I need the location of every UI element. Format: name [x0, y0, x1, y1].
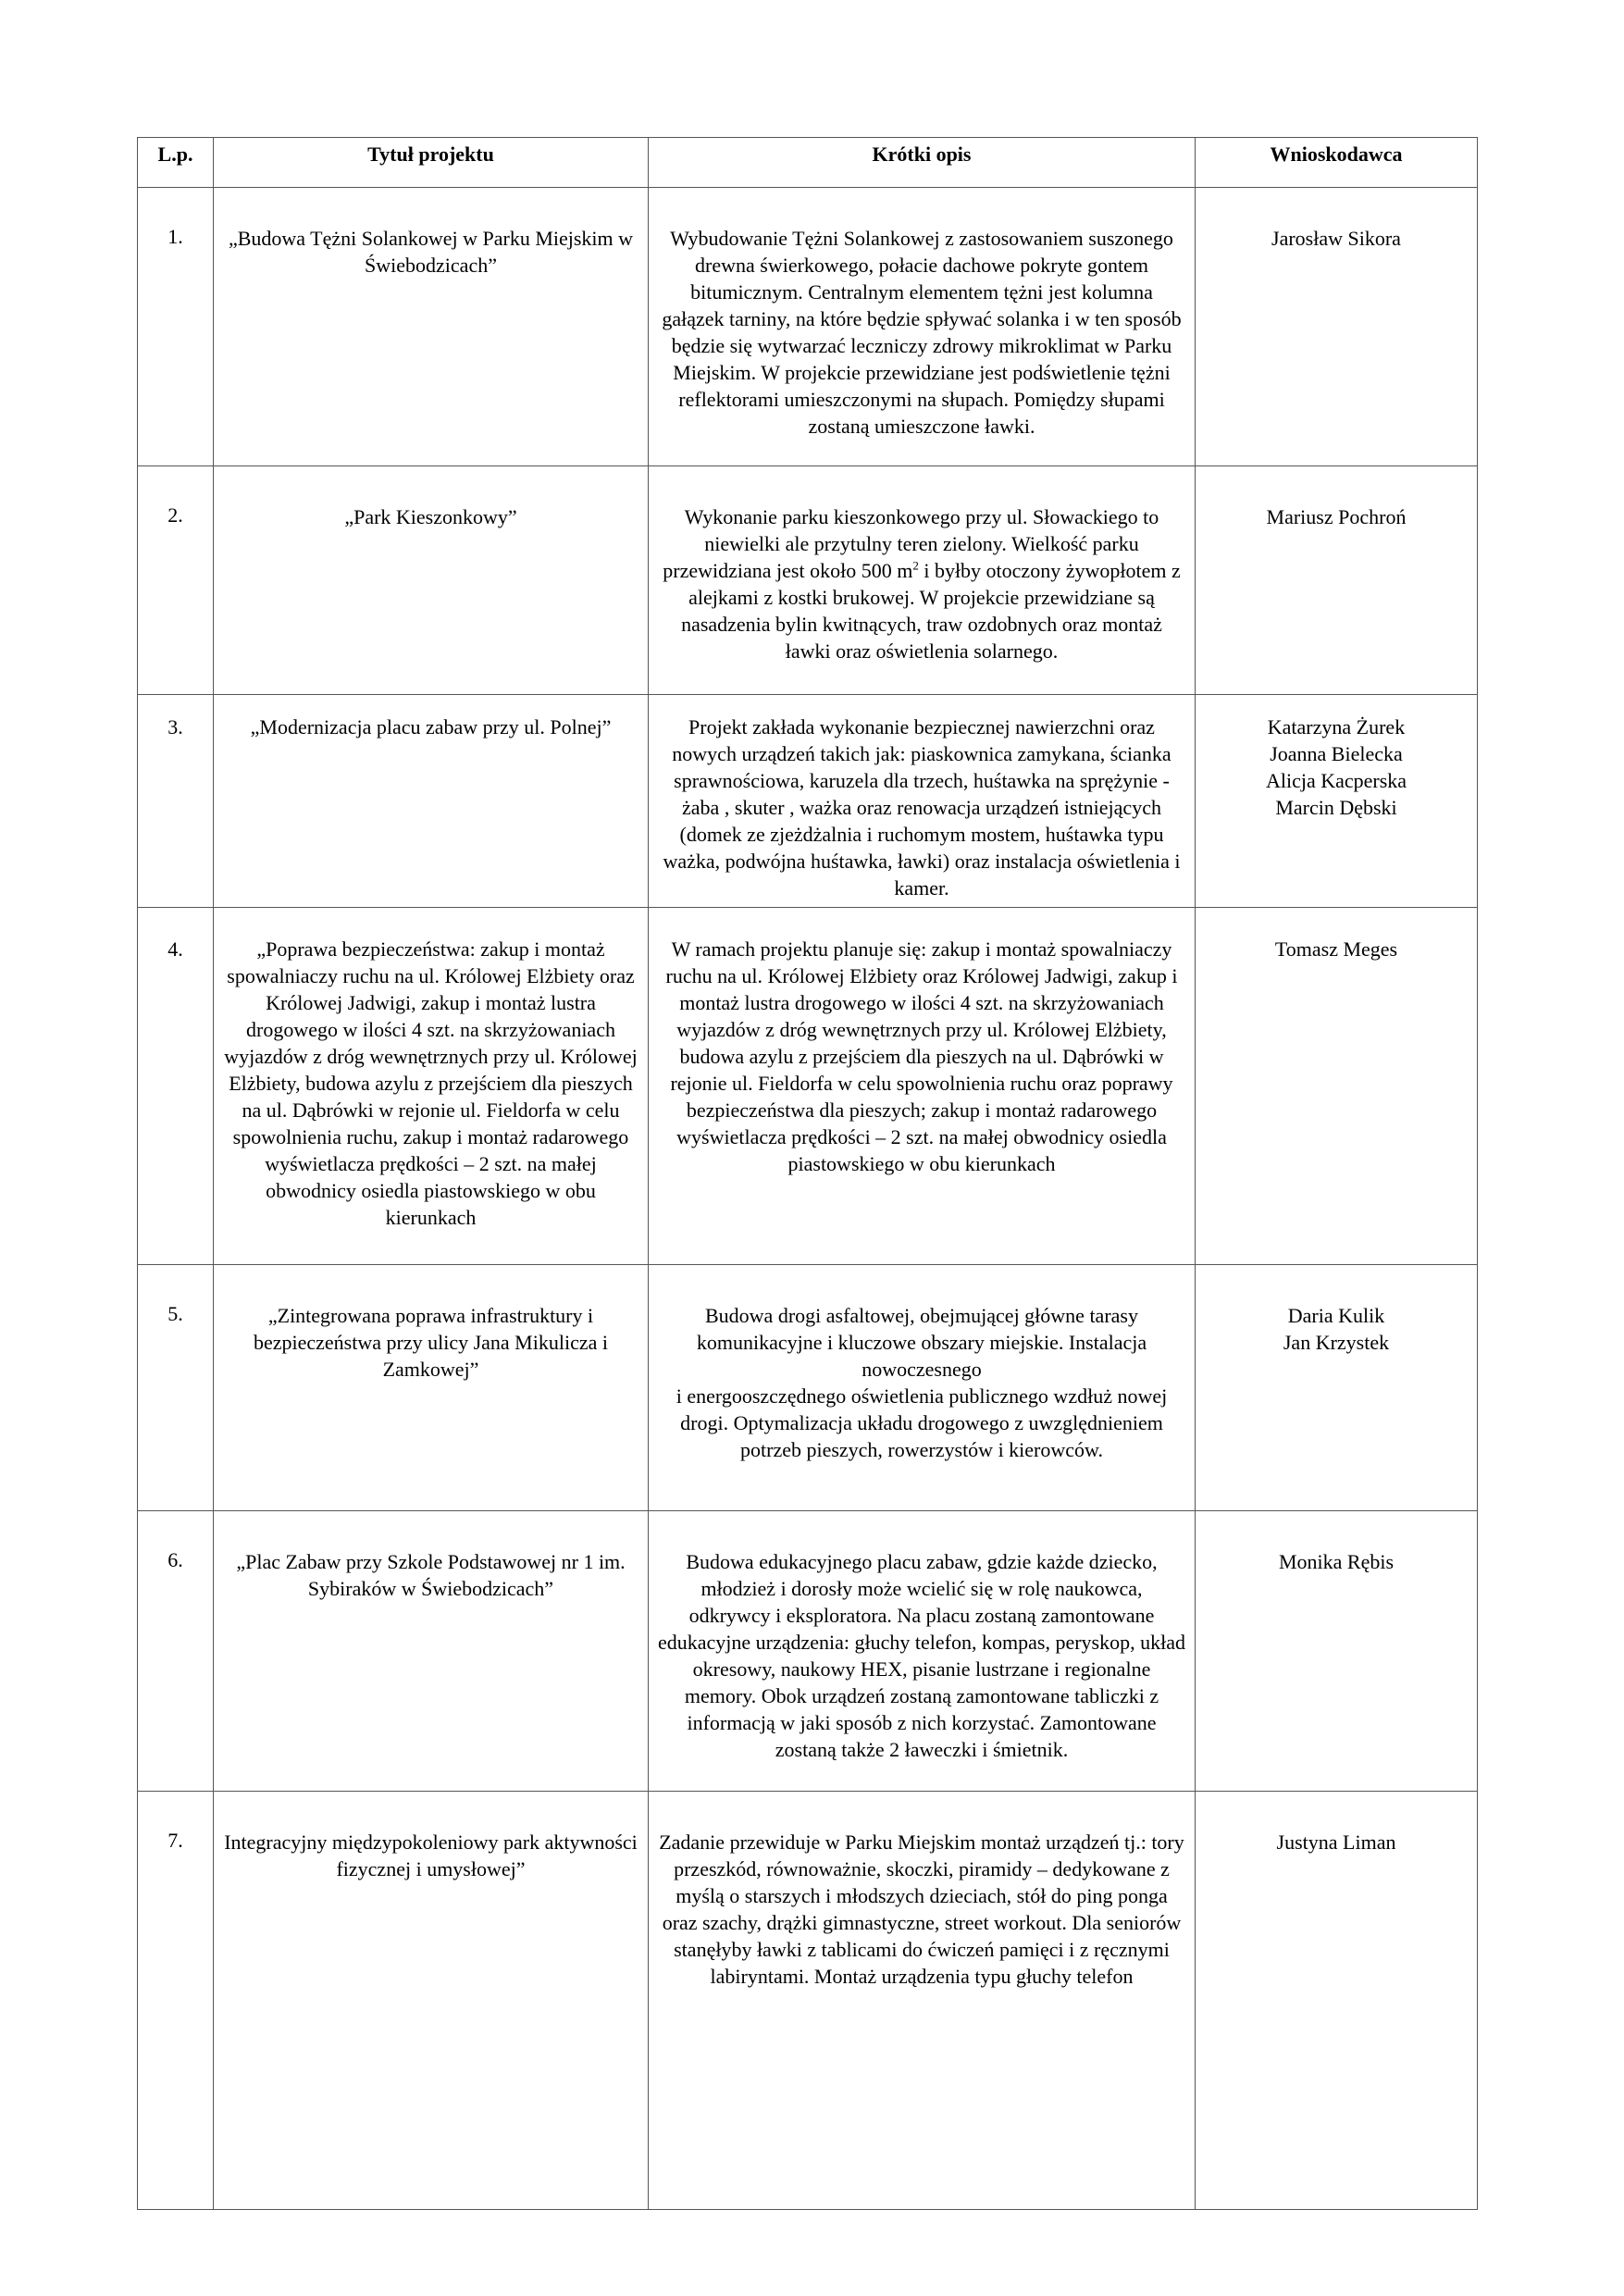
row-lp: 2. [138, 466, 214, 695]
applicant-name: Justyna Liman [1276, 1831, 1396, 1854]
table-row [138, 1265, 1478, 1511]
description-line: i energooszczędnego oświetlenia publicznego wzdłuż nowej drogi. Optymalizacja układu drogowego z uwzględnieniem potrzeb pieszych, rowerzystów i kierowców. [676, 1384, 1168, 1461]
row-lp: 3. [138, 695, 214, 908]
row-applicant [1196, 466, 1478, 695]
applicant-name: Mariusz Pochroń [1266, 505, 1407, 528]
row-applicant [1196, 1792, 1478, 2210]
row-title: „Zintegrowana poprawa infrastruktury i bezpieczeństwa przy ulicy Jana Mikulicza i Zamkowej” [214, 1265, 649, 1511]
row-description: Projekt zakłada wykonanie bezpiecznej nawierzchni oraz nowych urządzeń takich jak: piaskownica zamykana, ścianka sprawnościowa, karuzela dla trzech, huśtawka na sprężynie - żaba , skuter , ważka oraz renowacja urządzeń istniejących (domek ze zjeżdżalnia i ruchomym mostem, huśtawka typu ważka, podwójna huśtawka, ławki) oraz instalacja oświetlenia i kamer. [649, 695, 1196, 908]
applicant-name: Jan Krzystek [1283, 1331, 1390, 1354]
applicant-name: Monika Rębis [1278, 1550, 1395, 1573]
table-header-row [138, 138, 1478, 188]
table-row [138, 188, 1478, 466]
applicant-name: Alicja Kacperska [1265, 769, 1407, 792]
table-row [138, 466, 1478, 695]
row-lp: 7. [138, 1792, 214, 2210]
header-title: Tytuł projektu [214, 138, 649, 188]
table-row [138, 1792, 1478, 2210]
row-lp: 6. [138, 1511, 214, 1792]
applicant-name: Joanna Bielecka [1270, 742, 1403, 765]
projects-table [137, 137, 1478, 2210]
description-line: Budowa drogi asfaltowej, obejmującej główne tarasy komunikacyjne i kluczowe obszary miejskie. Instalacja nowoczesnego [696, 1304, 1147, 1381]
applicant-name: Jarosław Sikora [1271, 227, 1401, 250]
row-title: „Modernizacja placu zabaw przy ul. Polnej” [214, 695, 649, 908]
header-applicant: Wnioskodawca [1196, 138, 1478, 188]
row-description [649, 1265, 1196, 1511]
row-title: „Park Kieszonkowy” [214, 466, 649, 695]
table-row [138, 1511, 1478, 1792]
superscript-exponent: 2 [912, 558, 919, 573]
header-description: Krótki opis [649, 138, 1196, 188]
row-applicant [1196, 188, 1478, 466]
row-lp: 1. [138, 188, 214, 466]
row-applicant [1196, 1511, 1478, 1792]
row-title: „Plac Zabaw przy Szkole Podstawowej nr 1 im. Sybiraków w Świebodzicach” [214, 1511, 649, 1792]
row-description: W ramach projektu planuje się: zakup i montaż spowalniaczy ruchu na ul. Królowej Elżbiety oraz Królowej Jadwigi, zakup i montaż lustra drogowego w ilości 4 szt. na skrzyżowaniach wyjazdów z dróg wewnętrznych przy ul. Królowej Elżbiety, budowa azylu z przejściem dla pieszych na ul. Dąbrówki w rejonie ul. Fieldorfa w celu spowolnienia ruchu oraz poprawy bezpieczeństwa dla pieszych; zakup i montaż radarowego wyświetlacza prędkości – 2 szt. na małej obwodnicy osiedla piastowskiego w obu kierunkach [649, 908, 1196, 1265]
row-title: „Budowa Tężni Solankowej w Parku Miejskim w Świebodzicach” [214, 188, 649, 466]
row-description: Budowa edukacyjnego placu zabaw, gdzie każde dziecko, młodzież i dorosły może wcielić się w rolę naukowca, odkrywcy i eksploratora. Na placu zostaną zamontowane edukacyjne urządzenia: głuchy telefon, kompas, peryskop, układ okresowy, naukowy HEX, pisanie lustrzane i regionalne memory. Obok urządzeń zostaną zamontowane tabliczki z informacją w jaki sposób z nich korzystać. Zamontowane zostaną także 2 ławeczki i śmietnik. [649, 1511, 1196, 1792]
applicant-name: Marcin Dębski [1275, 796, 1397, 819]
row-applicant [1196, 695, 1478, 908]
row-applicant [1196, 1265, 1478, 1511]
header-lp: L.p. [138, 138, 214, 188]
applicant-name: Tomasz Meges [1274, 937, 1398, 961]
row-title: Integracyjny międzypokoleniowy park aktywności fizycznej i umysłowej” [214, 1792, 649, 2210]
row-lp: 5. [138, 1265, 214, 1511]
row-description [649, 466, 1196, 695]
row-description: Wybudowanie Tężni Solankowej z zastosowaniem suszonego drewna świerkowego, połacie dachowe pokryte gontem bitumicznym. Centralnym elementem tężni jest kolumna gałązek tarniny, na które będzie spływać solanka i w ten sposób będzie się wytwarzać leczniczy zdrowy mikroklimat w Parku Miejskim. W projekcie przewidziane jest podświetlenie tężni reflektorami umieszczonymi na słupach. Pomiędzy słupami zostaną umieszczone ławki. [649, 188, 1196, 466]
description-text: Wykonanie parku kieszonkowego przy ul. Słowackiego to niewielki ale przytulny teren zielony. Wielkość parku przewidziana jest około 500 m [663, 505, 1159, 582]
applicant-name: Daria Kulik [1287, 1304, 1385, 1327]
table-row [138, 908, 1478, 1265]
description-text: i byłby otoczony żywopłotem z alejkami z kostki brukowej. W projekcie przewidziane są nasadzenia bylin kwitnących, traw ozdobnych oraz montaż ławki oraz oświetlenia solarnego. [681, 559, 1181, 663]
row-description: Zadanie przewiduje w Parku Miejskim montaż urządzeń tj.: tory przeszkód, równoważnie, skoczki, piramidy – dedykowane z myślą o starszych i młodszych dzieciach, stół do ping ponga oraz szachy, drążki gimnastyczne, street workout. Dla seniorów stanęłyby ławki z tablicami do ćwiczeń pamięci i z ręcznymi labiryntami. Montaż urządzenia typu głuchy telefon [649, 1792, 1196, 2210]
row-title: „Poprawa bezpieczeństwa: zakup i montaż spowalniaczy ruchu na ul. Królowej Elżbiety oraz Królowej Jadwigi, zakup i montaż lustra drogowego w ilości 4 szt. na skrzyżowaniach wyjazdów z dróg wewnętrznych przy ul. Królowej Elżbiety, budowa azylu z przejściem dla pieszych na ul. Dąbrówki w rejonie ul. Fieldorfa w celu spowolnienia ruchu, zakup i montaż radarowego wyświetlacza prędkości – 2 szt. na małej obwodnicy osiedla piastowskiego w obu kierunkach [214, 908, 649, 1265]
table-row [138, 695, 1478, 908]
row-lp: 4. [138, 908, 214, 1265]
row-applicant [1196, 908, 1478, 1265]
applicant-name: Katarzyna Żurek [1267, 715, 1406, 738]
